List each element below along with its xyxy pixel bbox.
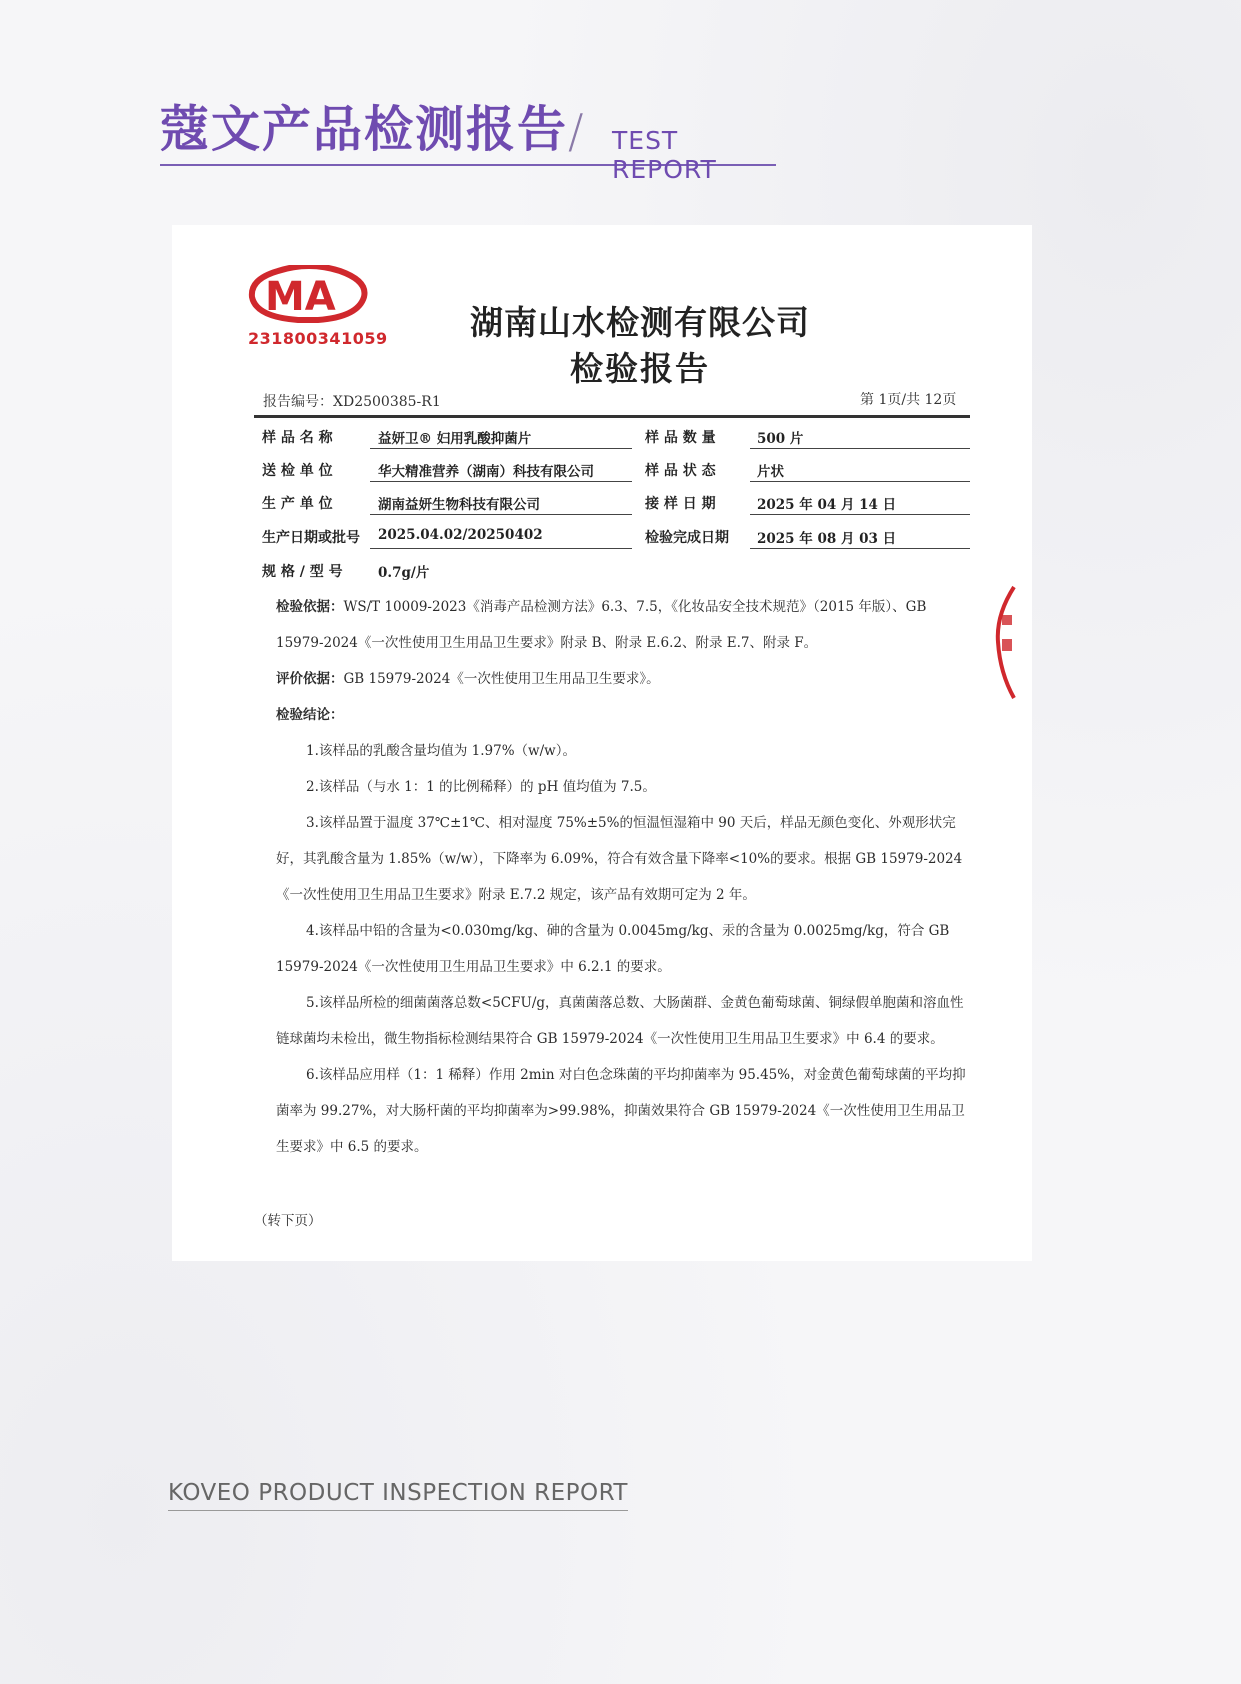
brand-header [160,100,776,184]
cell-underline [750,514,970,515]
footer-title: KOVEO PRODUCT INSPECTION REPORT [168,1480,628,1511]
table-top-rule [254,415,970,418]
conclusion-item: 3.该样品置于温度 37℃±1℃、相对湿度 75%±5%的恒温恒湿箱中 90 天后，样品无颜色变化、外观形状完好，其乳酸含量为 1.85%（w/w），下降率为 6.09%，符合有效含量下降率<10%的要求。根据 GB 15979-2024《一次性使用卫生用品卫生要求》附录 E.7.2 规定，该产品有效期可定为 2 年。 [276,815,963,903]
cell-underline [370,481,632,482]
conclusion-item: 6.该样品应用样（1：1 稀释）作用 2min 对白色念珠菌的平均抑菌率为 95.45%，对金黄色葡萄球菌的平均抑菌率为 99.27%，对大肠杆菌的平均抑菌率为>99.98%，抑菌效果符合 GB 15979-2024《一次性使用卫生用品卫生要求》中 6.5 的要求。 [276,1067,966,1155]
label-completion-date: 检验完成日期 [645,530,729,546]
cell-underline [370,548,632,549]
label-sample-name: 样 品 名 称 [262,430,333,446]
value-batch: 2025.04.02/20250402 [378,527,543,543]
brand-slash: / [568,104,584,158]
label-receipt-date: 接 样 日 期 [645,496,716,512]
brand-subtitle: TEST REPORT [612,126,717,184]
red-stamp-icon [994,585,1016,700]
cell-underline [370,448,632,449]
label-manufacturer: 生 产 单 位 [262,496,333,512]
value-sample-state: 片状 [757,464,784,480]
continue-note: （转下页） [254,1213,322,1229]
value-submitter: 华大精准营养（湖南）科技有限公司 [378,464,594,480]
report-body [276,589,976,1165]
report-sheet [172,225,1032,1261]
evaluation-label: 评价依据： [276,671,344,687]
label-sample-quantity: 样 品 数 量 [645,430,716,446]
table-row [254,553,970,587]
label-spec: 规 格 / 型 号 [262,564,343,580]
table-row [254,419,970,453]
cma-number: 231800341059 [248,329,388,348]
basis-paragraph [276,589,976,661]
evaluation-paragraph [276,661,976,697]
evaluation-text: GB 15979-2024《一次性使用卫生用品卫生要求》。 [343,671,660,687]
conclusion-label: 检验结论： [276,707,344,723]
cell-underline [750,481,970,482]
value-spec: 0.7g/片 [378,565,430,581]
brand-title: 蔻文产品检测报告 [160,101,569,158]
page-indicator: 第 1页/共 12页 [860,392,957,408]
table-row [254,452,970,486]
label-batch: 生产日期或批号 [262,530,360,546]
table-row [254,519,970,553]
value-manufacturer: 湖南益妍生物科技有限公司 [378,497,540,513]
conclusion-item: 5.该样品所检的细菌菌落总数<5CFU/g，真菌菌落总数、大肠菌群、金黄色葡萄球菌、铜绿假单胞菌和溶血性链球菌均未检出，微生物指标检测结果符合 GB 15979-2024《一次性使用卫生用品卫生要求》中 6.4 的要求。 [276,995,964,1047]
value-sample-quantity: 500 片 [757,431,804,447]
conclusion-item: 1.该样品的乳酸含量均值为 1.97%（w/w）。 [306,743,576,759]
value-sample-name: 益妍卫® 妇用乳酸抑菌片 [378,431,532,447]
company-name: 湖南山水检测有限公司 [470,303,810,342]
cell-underline [750,548,970,549]
basis-label: 检验依据： [276,599,344,615]
basis-text: WS/T 10009-2023《消毒产品检测方法》6.3、7.5，《化妆品安全技术规范》（2015 年版）、GB 15979-2024《一次性使用卫生用品卫生要求》附录 B、附录 E.6.2、附录 E.7、附录 F。 [276,599,927,651]
conclusion-item: 4.该样品中铅的含量为<0.030mg/kg、砷的含量为 0.0045mg/kg、汞的含量为 0.0025mg/kg，符合 GB 15979-2024《一次性使用卫生用品卫生要求》中 6.2.1 的要求。 [276,923,950,975]
label-submitter: 送 检 单 位 [262,463,333,479]
conclusion-item: 2.该样品（与水 1：1 的比例稀释）的 pH 值均值为 7.5。 [306,779,656,795]
cell-underline [370,514,632,515]
svg-text:MA: MA [265,274,336,320]
table-row [254,485,970,519]
cell-underline [750,448,970,449]
report-number: 报告编号：XD2500385-R1 [263,394,441,410]
report-title: 检验报告 [570,349,710,388]
value-receipt-date: 2025 年 04 月 14 日 [757,497,897,513]
label-sample-state: 样 品 状 态 [645,463,716,479]
value-completion-date: 2025 年 08 月 03 日 [757,531,897,547]
